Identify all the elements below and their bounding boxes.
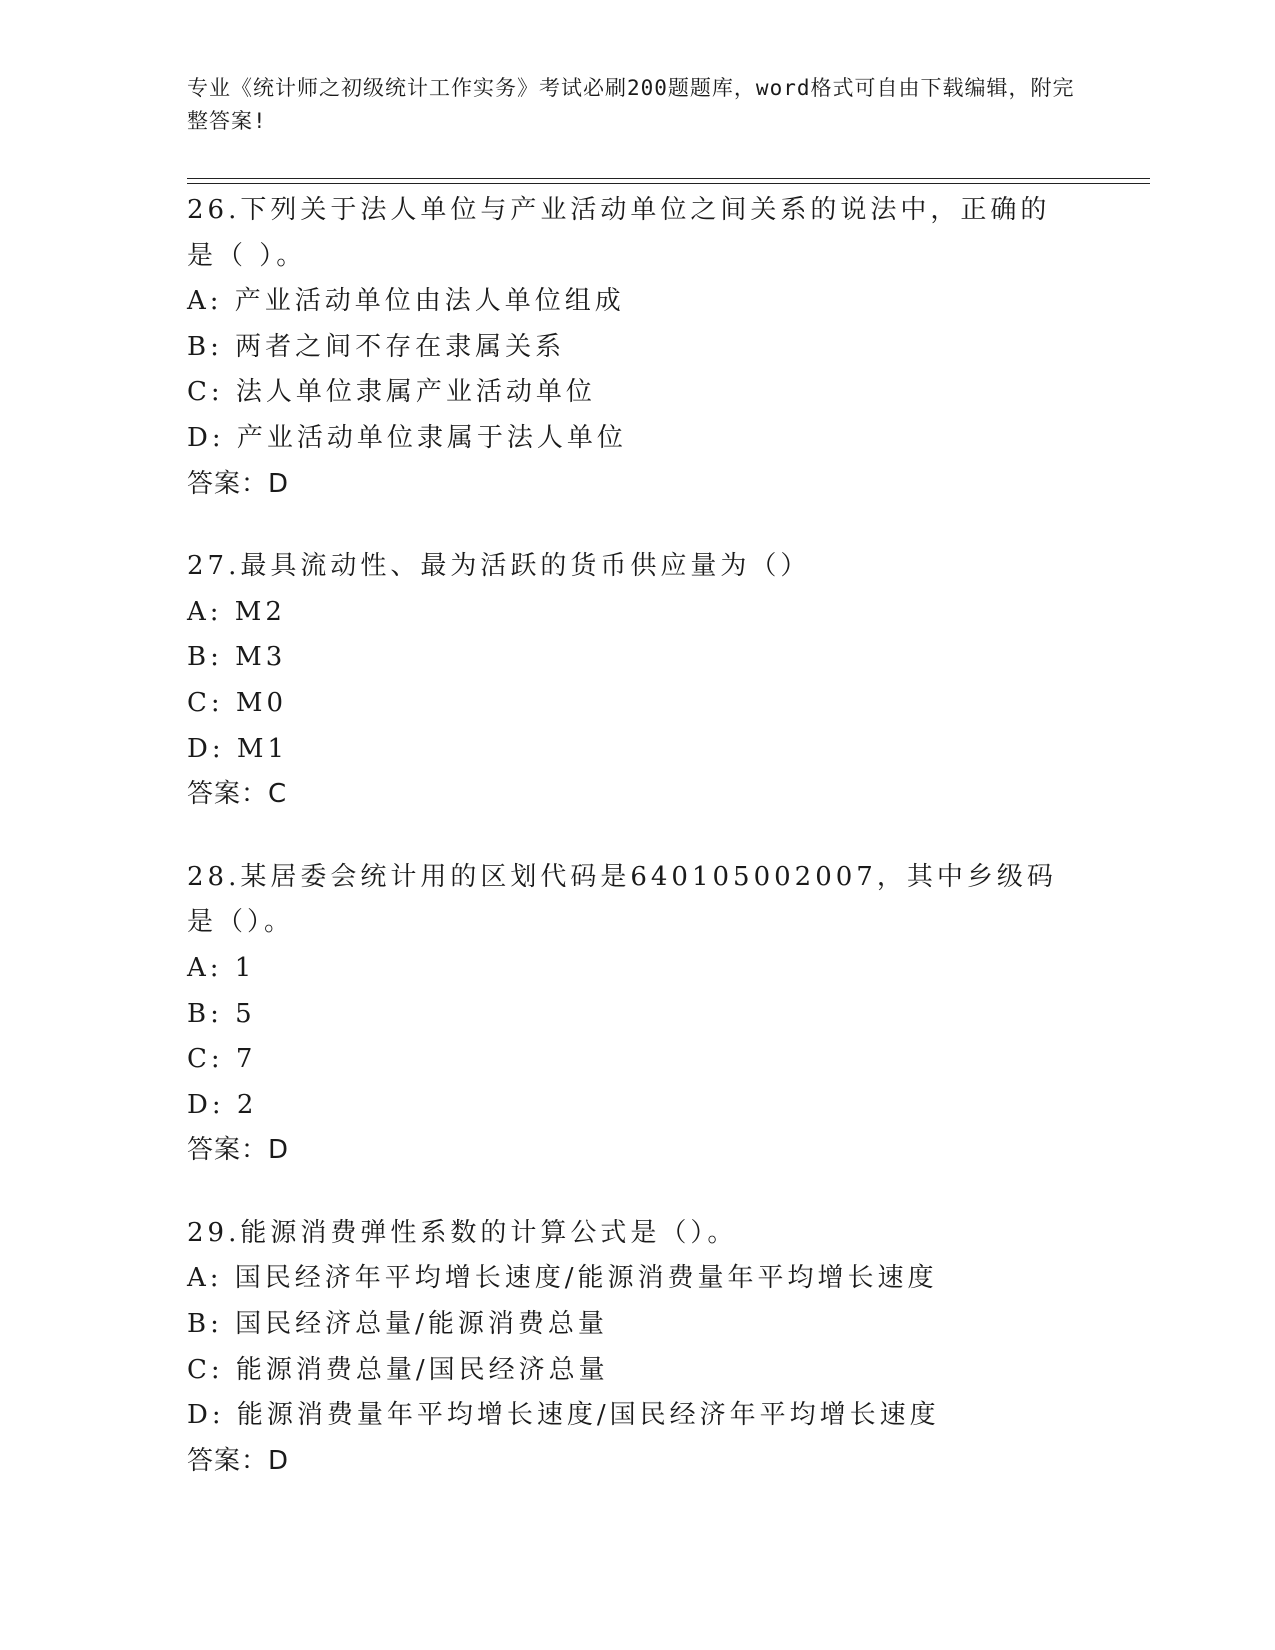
option-b: B: 5 — [187, 998, 256, 1029]
option-d: D: 能源消费量年平均增长速度/国民经济年平均增长速度 — [187, 1400, 940, 1431]
option-a: A: 国民经济年平均增长速度/能源消费量年平均增长速度 — [187, 1263, 938, 1294]
question-stem: 27.最具流动性、最为活跃的货币供应量为（） — [187, 551, 811, 582]
question-stem: 28.某居委会统计用的区划代码是640105002007，其中乡级码是（）。 — [187, 861, 1057, 938]
question-28 — [187, 855, 1087, 1174]
header-divider-bottom — [187, 183, 1150, 184]
option-a: A: 1 — [187, 952, 256, 983]
question-27 — [187, 544, 1087, 818]
option-c: C: M0 — [187, 687, 288, 718]
option-b: B: M3 — [187, 642, 287, 673]
answer-label: 答案：D — [187, 1135, 290, 1166]
question-stem: 29.能源消费弹性系数的计算公式是（）。 — [187, 1217, 738, 1248]
answer-label: 答案：D — [187, 1445, 290, 1476]
answer-label: 答案：C — [187, 779, 288, 810]
question-26 — [187, 188, 1087, 507]
option-b: B: 两者之间不存在隶属关系 — [187, 331, 566, 362]
question-stem: 26.下列关于法人单位与产业活动单位之间关系的说法中，正确的是（ ）。 — [187, 195, 1051, 271]
document-header: 专业《统计师之初级统计工作实务》考试必刷200题题库，word格式可自由下载编辑，附完整答案! — [187, 76, 1075, 133]
option-b: B: 国民经济总量/能源消费总量 — [187, 1309, 608, 1340]
option-c: C: 法人单位隶属产业活动单位 — [187, 377, 596, 408]
option-c: C: 能源消费总量/国民经济总量 — [187, 1354, 609, 1385]
option-d: D: M1 — [187, 733, 289, 764]
answer-label: 答案：D — [187, 468, 290, 499]
header-divider-top — [187, 178, 1150, 179]
option-d: D: 产业活动单位隶属于法人单位 — [187, 422, 627, 453]
question-list — [187, 188, 1087, 1521]
option-a: A: M2 — [187, 596, 286, 627]
question-29 — [187, 1211, 1087, 1485]
option-a: A: 产业活动单位由法人单位组成 — [187, 286, 625, 317]
option-c: C: 7 — [187, 1044, 257, 1075]
option-d: D: 2 — [187, 1089, 258, 1120]
